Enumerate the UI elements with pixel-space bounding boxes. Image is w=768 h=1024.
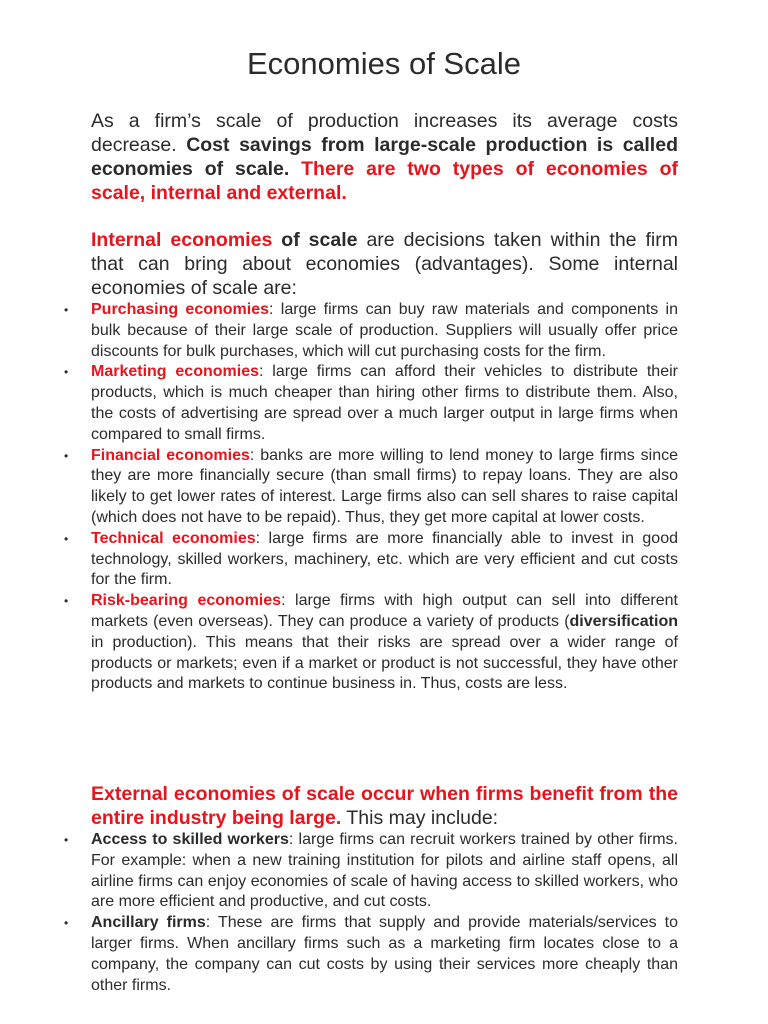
list-item <box>91 591 678 695</box>
external-heading: External economies of scale occur when firms benefit from the entire industry being large. <box>91 783 678 829</box>
item-term: Purchasing economies <box>91 301 270 318</box>
item-text: : These are firms that supply and provide materials/services to larger firms. When ancillary firms such as a marketing firm locates close to a company, the company can cut costs by using their services more cheaply than other firms. <box>91 914 678 994</box>
internal-heading: Internal economies <box>91 229 273 251</box>
item-term: Technical economies <box>91 529 256 547</box>
internal-description: are decisions taken within the firm that can bring about economies (advantages). Some internal economies of scale are: <box>91 229 679 299</box>
intro-paragraph <box>91 109 678 205</box>
item-emphasis: diversification <box>569 612 678 630</box>
internal-section <box>91 228 678 695</box>
external-description: This may include: <box>341 807 499 829</box>
item-text: : banks are more willing to lend money to large firms since they are more financially secure (than small firms) to repay loans. They are also likely to get lower rates of interest. Large firms also can sell shares to raise capital (which does not have to be repaid). Thus, they get more capital at lower costs. <box>91 446 678 526</box>
item-text: in production). This means that their risks are spread over a wider range of products or markets; even if a market or product is not successful, they have other products and markets to continue business in. Thus, costs are less. <box>91 633 678 693</box>
intro-section <box>91 109 678 205</box>
item-term: Ancillary firms <box>91 914 206 932</box>
item-term: Risk-bearing economies <box>91 592 282 610</box>
list-item <box>91 362 678 445</box>
item-term: Access to skilled workers <box>91 831 289 848</box>
list-item <box>91 913 678 996</box>
intro-types: There are two types of economies of scale, internal and external. <box>91 158 679 204</box>
internal-heading-suffix: of scale <box>272 229 358 251</box>
item-text: : large firms can afford their vehicles to distribute their products, which is much cheaper than hiring other firms to distribute them. Also, the costs of advertising are spread over a much larger output in large firms when compared to small firms. <box>91 363 678 443</box>
item-text: : large firms are more financially able to invest in good technology, skilled workers, machinery, etc. which are very efficient and cut costs for the firm. <box>91 529 679 589</box>
item-text: : large firms can buy raw materials and components in bulk because of their large scale of production. Suppliers will usually offer price discounts for bulk purchases, which will cut purchasing costs for the firm. <box>91 301 679 360</box>
item-text: : large firms with high output can sell into different markets (even overseas). They can produce a variety of products ( <box>91 592 679 630</box>
item-term: Financial economies <box>91 446 250 464</box>
internal-intro <box>91 228 678 300</box>
list-item <box>91 300 678 362</box>
external-section <box>91 782 678 996</box>
external-intro <box>91 782 678 830</box>
page-title: Economies of Scale <box>247 46 521 81</box>
list-item <box>91 446 678 529</box>
item-term: Marketing economies <box>91 363 259 381</box>
intro-definition: Cost savings from large-scale production is called economies of scale. <box>91 134 678 180</box>
item-text: : large firms can recruit workers trained by other firms. For example: when a new training institution for pilots and airline staff opens, all airline firms can enjoy economies of scale of having access to skilled workers, who are more efficient and productive, and cut costs. <box>91 831 678 911</box>
list-item <box>91 529 678 591</box>
list-item <box>91 830 678 913</box>
internal-economies-list <box>91 300 678 695</box>
intro-text: As a firm’s scale of production increases its average costs decrease. <box>91 110 678 156</box>
external-economies-list <box>91 830 678 996</box>
